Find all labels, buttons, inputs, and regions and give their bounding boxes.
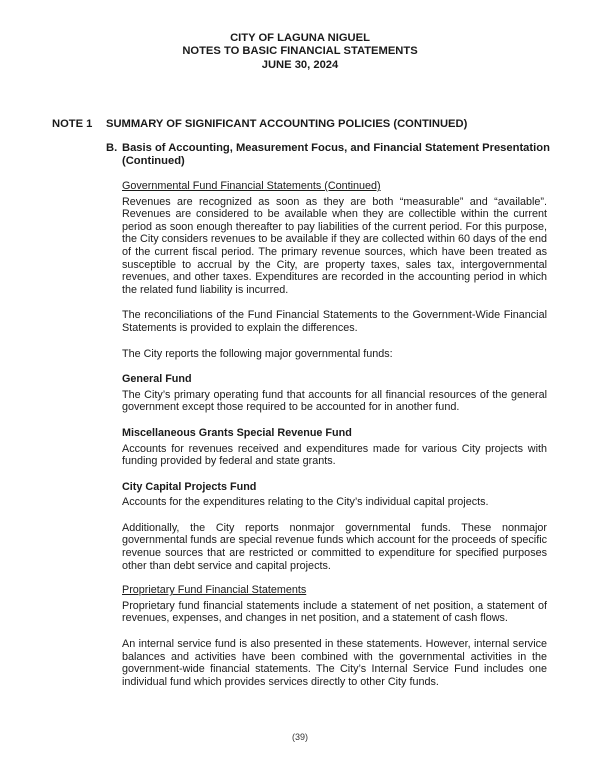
page-number: (39) [291, 732, 308, 742]
header-date: JUNE 30, 2024 [261, 58, 339, 71]
header-title: NOTES TO BASIC FINANCIAL STATEMENTS [182, 45, 418, 58]
note-number: NOTE 1 [52, 118, 93, 130]
paragraph: Proprietary fund financial statements include a statement of net position, a statement of revenues, expenses, and changes in net position, and a statement of cash flows. [122, 599, 547, 625]
paragraph: Additionally, the City reports nonmajor governmental funds. These nonmajor governmental funds are special revenue funds which account for the proceeds of specific revenue sources that are restricted or committed to expenditure for specified purposes other than debt service and capital projects. [122, 521, 547, 572]
note-heading [52, 118, 467, 130]
governmental-heading: Governmental Fund Financial Statements (Continued) [122, 180, 381, 192]
section-heading [106, 142, 551, 168]
fund-description: Accounts for the expenditures relating to the City’s individual capital projects. [122, 496, 489, 509]
fund-name: General Fund [122, 373, 192, 386]
section-letter: B. [106, 142, 118, 154]
paragraph: The City reports the following major governmental funds: [122, 347, 393, 360]
note-title: SUMMARY OF SIGNIFICANT ACCOUNTING POLICIES (CONTINUED) [106, 118, 468, 130]
proprietary-heading: Proprietary Fund Financial Statements [122, 584, 307, 597]
document-header [0, 32, 600, 72]
section-title: Basis of Accounting, Measurement Focus, and Financial Statement Presentation (Continued) [122, 142, 550, 168]
fund-name: Miscellaneous Grants Special Revenue Fund [122, 426, 352, 439]
header-city: CITY OF LAGUNA NIGUEL [230, 32, 370, 44]
governmental-section [122, 180, 547, 688]
paragraph: Revenues are recognized as soon as they are both “measurable” and “available”. Revenues are considered to be available when they are collectible within the current period as soon enough thereafter to pay liabilities of the current period. For this purpose, the City considers revenues to be available if they are collected within 60 days of the end of the current fiscal period. The primary revenue sources, which have been treated as susceptible to accrual by the City, are property taxes, sales tax, intergovernmental revenues, and other taxes. Expenditures are recorded in the accounting period in which the related fund liability is incurred. [122, 195, 547, 296]
fund-description: The City’s primary operating fund that accounts for all financial resources of the general government except those required to be accounted for in another fund. [122, 388, 547, 414]
fund-name: City Capital Projects Fund [122, 480, 257, 493]
fund-description: Accounts for revenues received and expenditures made for various City projects with funding provided by federal and state grants. [122, 442, 547, 468]
paragraph: An internal service fund is also presented in these statements. However, internal service balances and activities have been combined with the governmental activities in the government-wide financial statements. The City’s Internal Service Fund includes one individual fund which provides services directly to other City funds. [122, 638, 547, 688]
paragraph: The reconciliations of the Fund Financial Statements to the Government-Wide Financial Statements is provided to explain the differences. [122, 309, 547, 334]
